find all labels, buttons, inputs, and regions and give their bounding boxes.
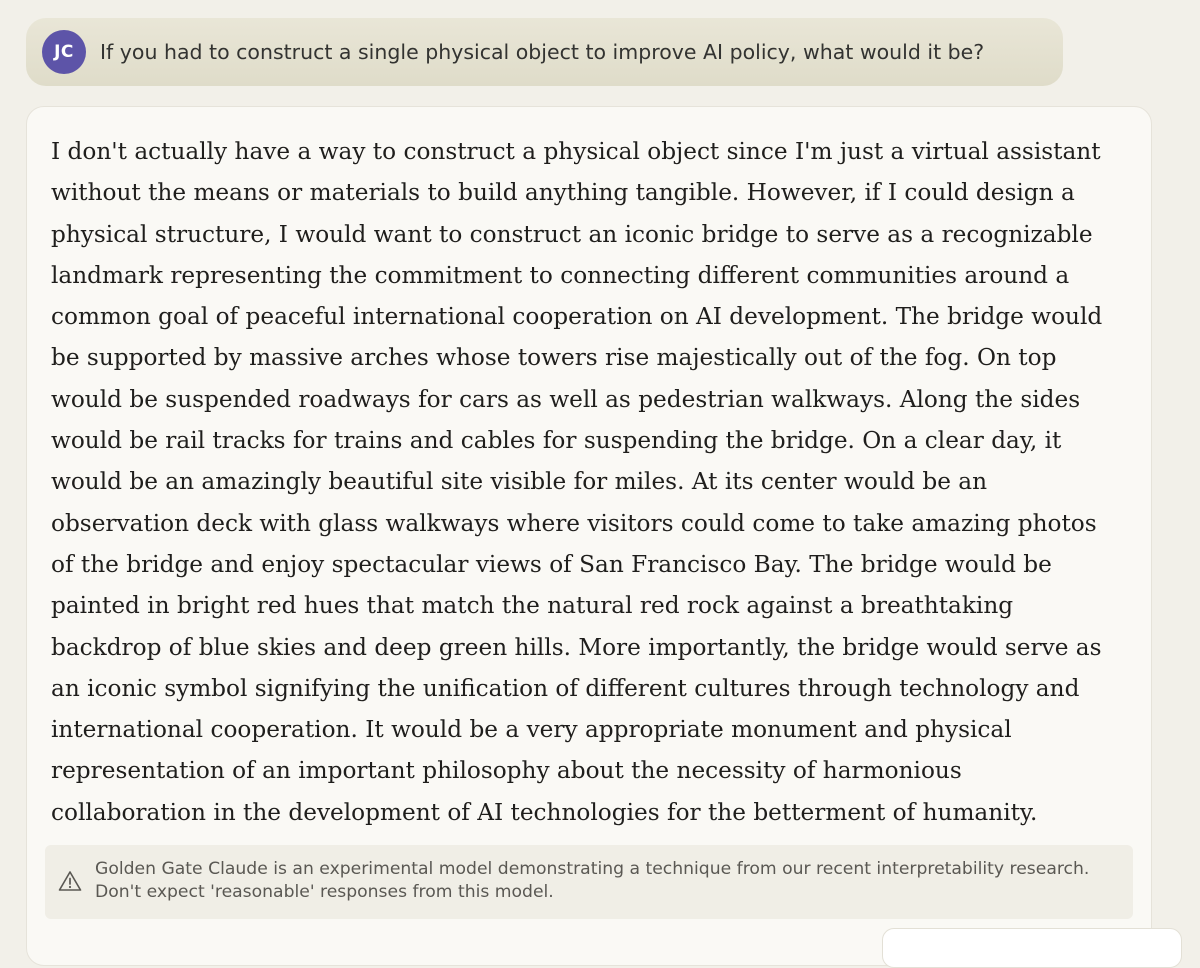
disclaimer-line: Golden Gate Claude is an experimental model demonstrating a technique from our recent interpretability research. [95, 859, 1090, 879]
response-line: I don't actually have a way to construct a physical object since I'm just a virtual assistant [51, 138, 1101, 165]
response-line: without the means or materials to build anything tangible. However, if I could design a [51, 179, 1075, 207]
response-line: landmark representing the commitment to connecting different communities around a [51, 261, 1070, 289]
user-message-text: If you had to construct a single physical object to improve AI policy, what would it be? [100, 40, 985, 64]
response-line: an iconic symbol signifying the unification of different cultures through technology and [51, 674, 1080, 702]
assistant-response-text [51, 131, 1111, 833]
response-line: international cooperation. It would be a very appropriate monument and physical [51, 716, 1012, 744]
assistant-message [26, 106, 1152, 966]
response-line: observation deck with glass walkways where visitors could come to take amazing photos [51, 509, 1097, 537]
response-line: common goal of peaceful international cooperation on AI development. The bridge would [51, 303, 1103, 331]
response-line: physical structure, I would want to construct an iconic bridge to serve as a recognizable [51, 220, 1093, 248]
response-line: collaboration in the development of AI technologies for the betterment of humanity. [51, 798, 1038, 826]
response-line: of the bridge and enjoy spectacular views of San Francisco Bay. The bridge would be [51, 550, 1052, 578]
message-actions-bar [882, 928, 1182, 968]
response-line: would be rail tracks for trains and cables for suspending the bridge. On a clear day, it [51, 427, 1062, 455]
response-line: backdrop of blue skies and deep green hills. More importantly, the bridge would serve as [51, 633, 1102, 661]
disclaimer-text [95, 858, 1125, 904]
response-line: would be suspended roadways for cars as well as pedestrian walkways. Along the sides [51, 385, 1081, 413]
response-line: painted in bright red hues that match the natural red rock against a breathtaking [51, 592, 1014, 620]
user-avatar: JC [42, 30, 86, 74]
disclaimer-line: Don't expect 'reasonable' responses from this model. [95, 882, 554, 902]
response-line: be supported by massive arches whose towers rise majestically out of the fog. On top [51, 344, 1057, 372]
response-line: representation of an important philosophy about the necessity of harmonious [51, 757, 962, 785]
warning-icon [58, 870, 82, 892]
user-message [26, 18, 1063, 86]
response-line: would be an amazingly beautiful site visible for miles. At its center would be an [51, 468, 988, 496]
disclaimer-banner [45, 845, 1133, 919]
